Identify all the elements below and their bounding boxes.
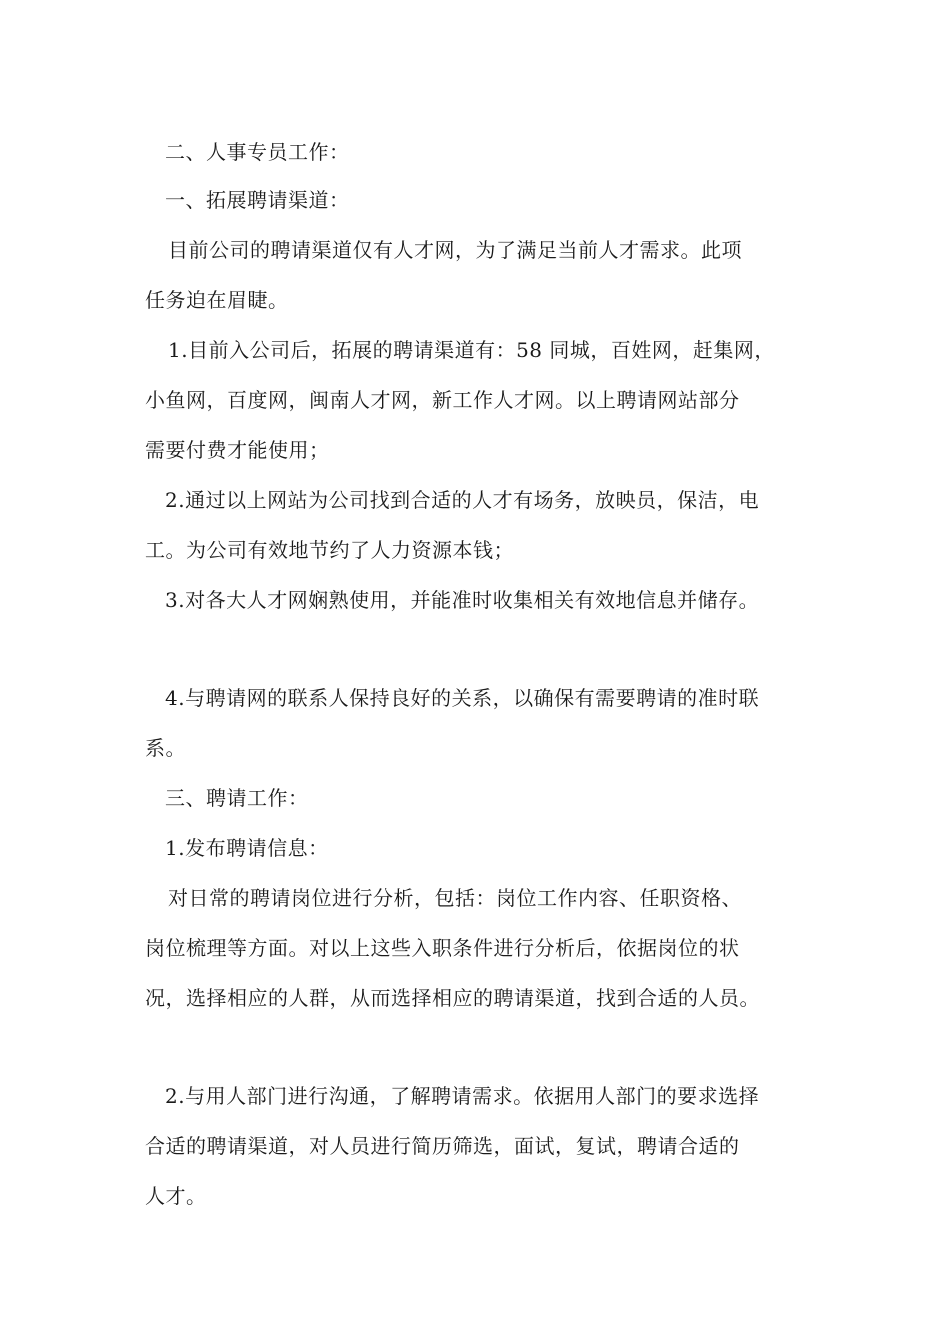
paragraph-line: 岗位梳理等方面。对以上这些入职条件进行分析后，依据岗位的状: [145, 936, 740, 960]
paragraph-line: 对日常的聘请岗位进行分析，包括：岗位工作内容、任职资格、: [168, 886, 742, 910]
section-heading: 二、人事专员工作：: [165, 140, 350, 164]
list-item-line: 1.目前入公司后，拓展的聘请渠道有：58 同城，百姓网，赶集网，: [168, 338, 775, 362]
list-item-line: 工。为公司有效地节约了人力资源本钱；: [145, 538, 514, 562]
list-item-line: 3.对各大人才网娴熟使用，并能准时收集相关有效地信息并储存。: [165, 588, 760, 612]
list-item-line: 2.通过以上网站为公司找到合适的人才有场务，放映员，保洁，电: [165, 488, 760, 512]
list-item-line: 4.与聘请网的联系人保持良好的关系，以确保有需要聘请的准时联: [165, 686, 760, 710]
list-item-line: 1.发布聘请信息：: [165, 836, 329, 860]
list-item-line: 2.与用人部门进行沟通，了解聘请需求。依据用人部门的要求选择: [165, 1084, 760, 1108]
list-item-line: 人才。: [145, 1184, 207, 1208]
list-item-line: 合适的聘请渠道，对人员进行简历筛选，面试，复试，聘请合适的: [145, 1134, 740, 1158]
section-heading: 三、聘请工作：: [165, 786, 309, 810]
section-heading: 一、拓展聘请渠道：: [165, 188, 350, 212]
list-item-line: 需要付费才能使用；: [145, 438, 330, 462]
paragraph-line: 目前公司的聘请渠道仅有人才网，为了满足当前人才需求。此项: [168, 238, 742, 262]
paragraph-line: 任务迫在眉睫。: [145, 288, 289, 312]
list-item-line: 系。: [145, 736, 186, 760]
list-item-line: 小鱼网，百度网，闽南人才网，新工作人才网。以上聘请网站部分: [145, 388, 740, 412]
paragraph-line: 况，选择相应的人群，从而选择相应的聘请渠道，找到合适的人员。: [145, 986, 760, 1010]
